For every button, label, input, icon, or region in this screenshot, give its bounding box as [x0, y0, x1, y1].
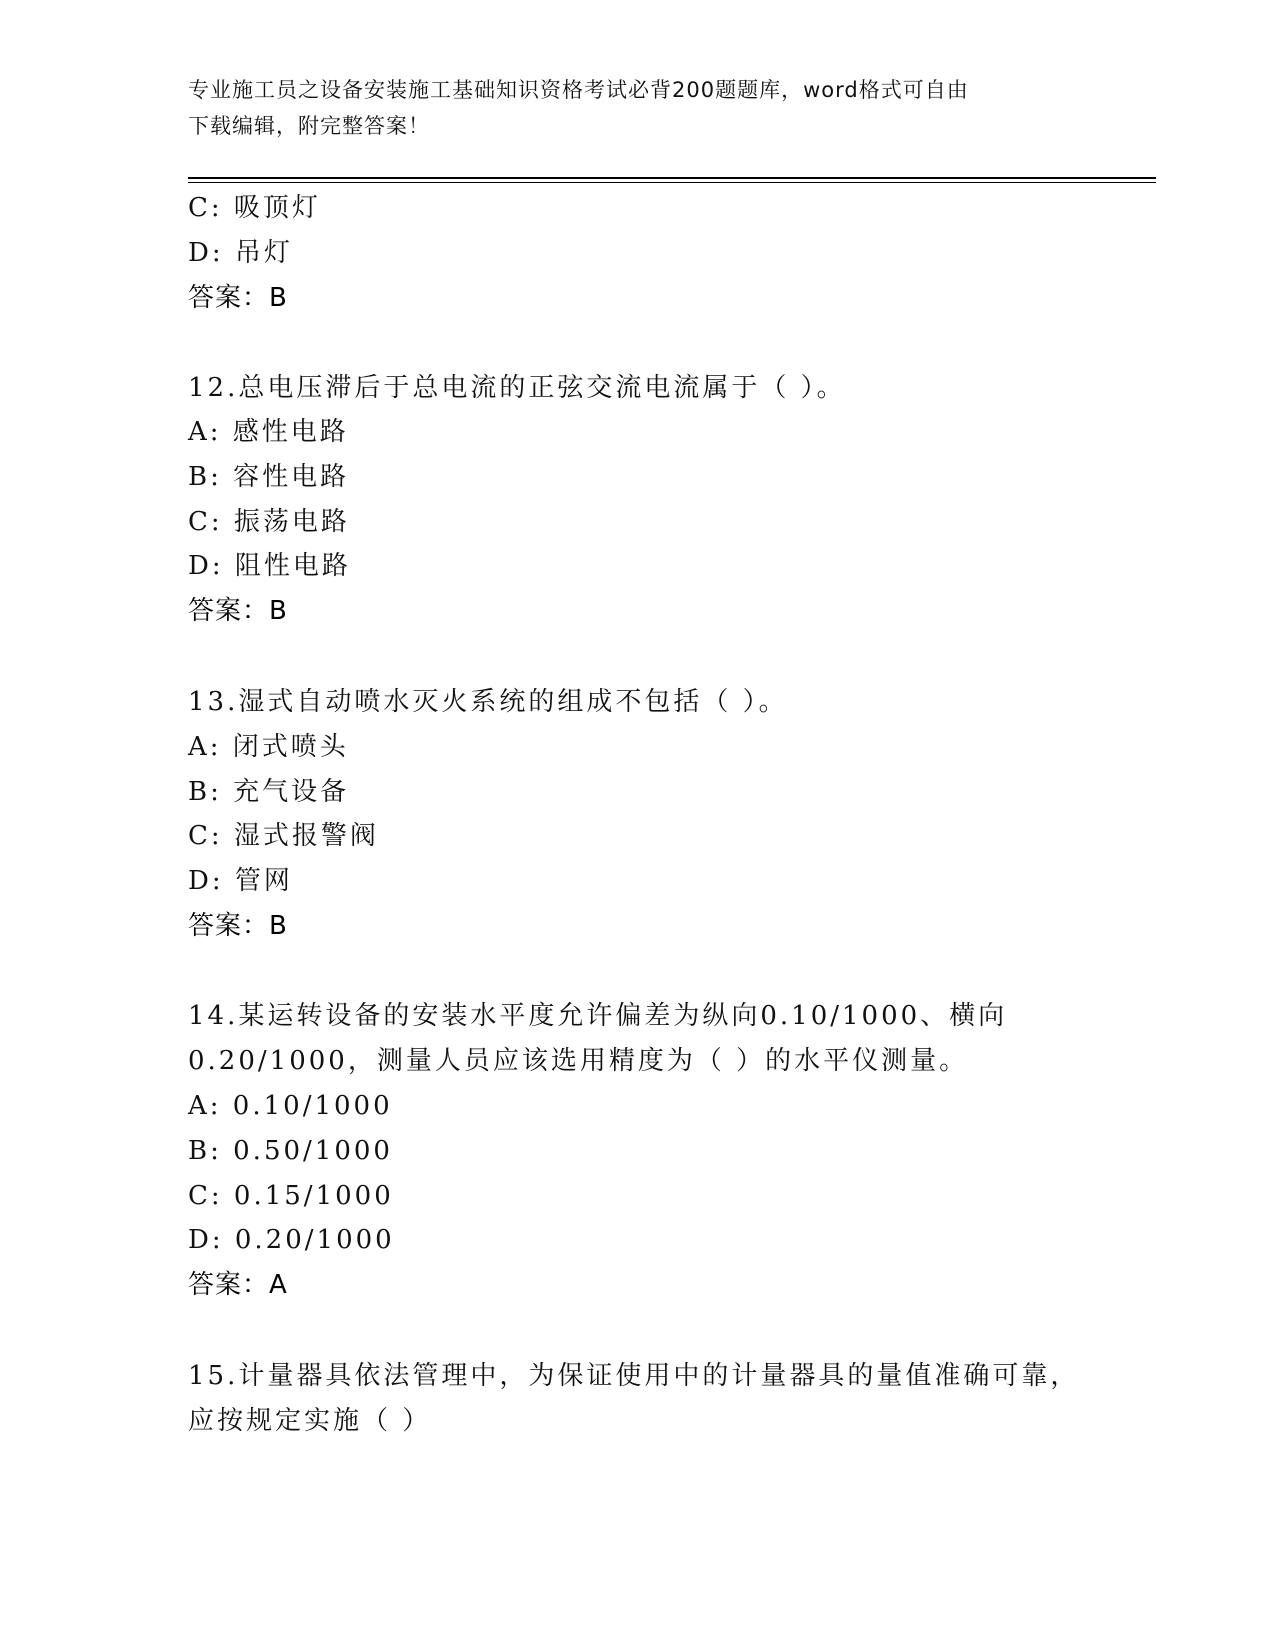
q14-option-a: A: 0.10/1000: [188, 1091, 393, 1121]
q14-option-c: C: 0.15/1000: [188, 1181, 394, 1211]
q13-stem: 13.湿式自动喷水灭火系统的组成不包括（ ）。: [188, 687, 788, 717]
q14-stem-line-2: 0.20/1000，测量人员应该选用精度为（ ）的水平仪测量。: [188, 1046, 969, 1076]
header-divider: [188, 177, 1156, 179]
q14-option-b: B: 0.50/1000: [188, 1136, 393, 1166]
q13-option-b: B: 充气设备: [188, 777, 350, 807]
q13-option-c: C: 湿式报警阀: [188, 821, 379, 851]
q14-answer: 答案：A: [188, 1270, 288, 1300]
q13-option-a: A: 闭式喷头: [188, 732, 349, 762]
header-divider-thin: [188, 182, 1156, 183]
q11-option-d: D: 吊灯: [188, 238, 293, 268]
q12-answer: 答案：B: [188, 596, 288, 626]
q12-stem: 12.总电压滞后于总电流的正弦交流电流属于（ ）。: [188, 373, 846, 403]
q15-stem-line-1: 15.计量器具依法管理中，为保证使用中的计量器具的量值准确可靠，: [188, 1361, 1080, 1391]
q12-option-d: D: 阻性电路: [188, 551, 351, 581]
header-title-line-1: 专业施工员之设备安装施工基础知识资格考试必背200题题库，word格式可自由: [188, 78, 969, 102]
q12-option-c: C: 振荡电路: [188, 507, 350, 537]
q14-option-d: D: 0.20/1000: [188, 1225, 395, 1255]
q13-option-d: D: 管网: [188, 866, 293, 896]
q13-answer: 答案：B: [188, 911, 288, 941]
q15-stem-line-2: 应按规定实施（ ）: [188, 1406, 432, 1436]
q11-option-c: C: 吸顶灯: [188, 193, 321, 223]
q12-option-a: A: 感性电路: [188, 417, 349, 447]
q14-stem-line-1: 14.某运转设备的安装水平度允许偏差为纵向0.10/1000、横向: [188, 1001, 1008, 1031]
q12-option-b: B: 容性电路: [188, 462, 350, 492]
document-header: [188, 72, 1088, 144]
header-title-line-2: 下载编辑，附完整答案！: [188, 114, 430, 138]
q11-answer: 答案：B: [188, 283, 288, 313]
